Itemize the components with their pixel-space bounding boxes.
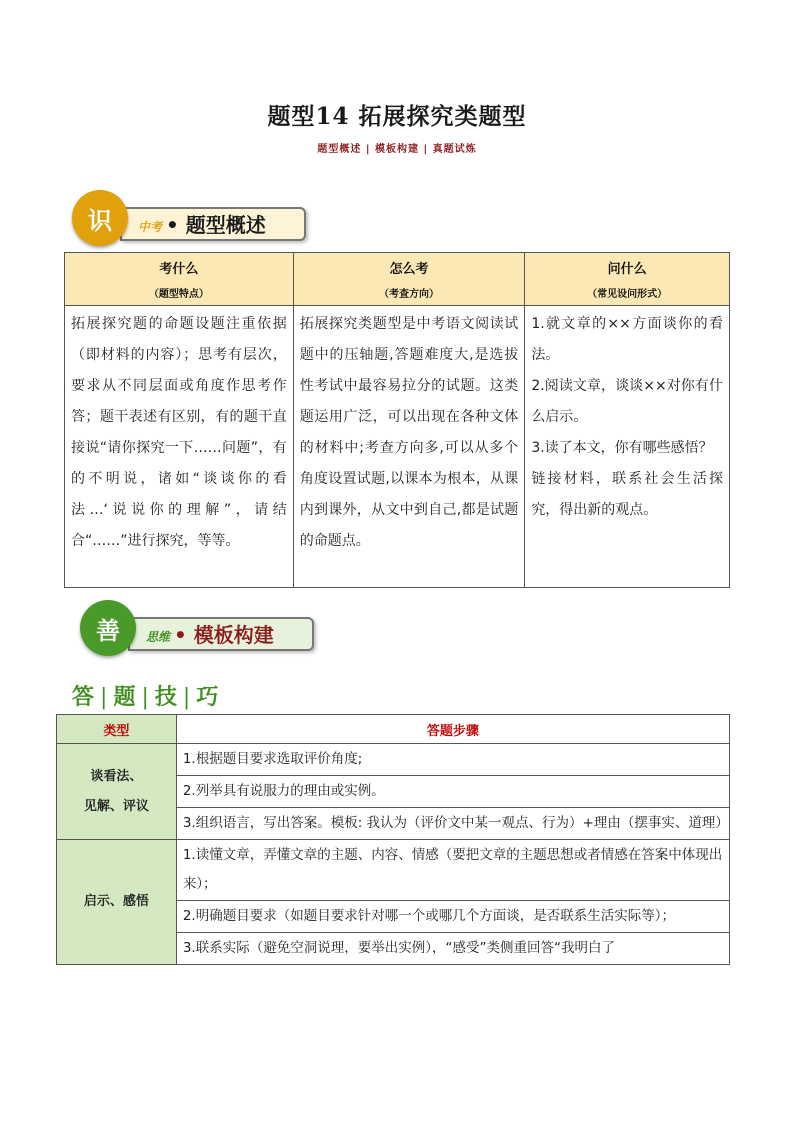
- step-cell: 2.列举具有说服力的理由或实例。: [176, 776, 729, 808]
- banner-title: • 题型概述: [166, 213, 266, 237]
- badge-circle: 识: [72, 190, 128, 246]
- section-banner-overview: [72, 190, 312, 248]
- header-steps: 答题步骤: [176, 715, 729, 744]
- banner-prefix: 思维: [146, 630, 171, 644]
- header-how: 怎么考 （考查方向）: [293, 253, 525, 306]
- banner-title: • 模板构建: [174, 623, 274, 647]
- header-ask: 问什么 （常见设问形式）: [525, 253, 730, 306]
- techniques-heading: 答 | 题 | 技 | 巧: [72, 684, 221, 710]
- techniques-table: [56, 714, 730, 965]
- overview-table: [64, 252, 730, 588]
- step-cell: 1.根据题目要求选取评价角度;: [176, 744, 729, 776]
- page-title: 题型14 拓展探究类题型: [267, 103, 527, 130]
- category-opinion: 谈看法、 见解、评议: [57, 744, 177, 840]
- overview-header-row: [65, 253, 730, 306]
- table-row: [57, 840, 730, 901]
- step-cell: 3.组织语言，写出答案。模板: 我认为（评价文中某一观点、行为）+理由（摆事实、道理）: [176, 808, 729, 840]
- header-what: 考什么 （题型特点）: [65, 253, 294, 306]
- cell-direction: 拓展探究类题型是中考语文阅读试题中的压轴题,答题难度大,是选拔性考试中最容易拉分的试题。这类题运用广泛，可以出现在各种文体的材料中;考查方向多,可以从多个角度设置试题,以课本为根本，从课内到课外，从文中到自己,都是试题的命题点。: [293, 306, 525, 588]
- page-subtitle: 题型概述 | 模板构建 | 真题试炼: [317, 144, 477, 155]
- banner-bar: [120, 207, 306, 241]
- category-insight: 启示、感悟: [57, 840, 177, 965]
- overview-content-row: [65, 306, 730, 588]
- cell-features: 拓展探究题的命题设题注重依据（即材料的内容）；思考有层次，要求从不同层面或角度作思考作答；题干表述有区别，有的题干直接说“请你探究一下……问题”，有的不明说，诸如“谈谈你的看法…‘说说你的理解”，请结合“……”进行探究，等等。: [65, 306, 294, 588]
- banner-prefix: 中考: [138, 220, 163, 234]
- table-row: [57, 744, 730, 776]
- header-type: 类型: [57, 715, 177, 744]
- step-cell: 3.联系实际（避免空洞说理，要举出实例），“感受”类侧重回答“我明白了: [176, 933, 729, 965]
- section-banner-template: [80, 600, 320, 658]
- step-cell: 1.读懂文章，弄懂文章的主题、内容、情感（要把文章的主题思想或者情感在答案中体现出来）；: [176, 840, 729, 901]
- badge-circle: 善: [80, 600, 136, 656]
- banner-bar: [128, 617, 314, 651]
- cell-question-forms: 1.就文章的××方面谈你的看法。 2.阅读文章，谈谈××对你有什么启示。 3.读了本文，你有哪些感悟？ 链接材料，联系社会生活探究，得出新的观点。: [525, 306, 730, 588]
- techniques-header-row: [57, 715, 730, 744]
- step-cell: 2.明确题目要求（如题目要求针对哪一个或哪几个方面谈，是否联系生活实际等）；: [176, 901, 729, 933]
